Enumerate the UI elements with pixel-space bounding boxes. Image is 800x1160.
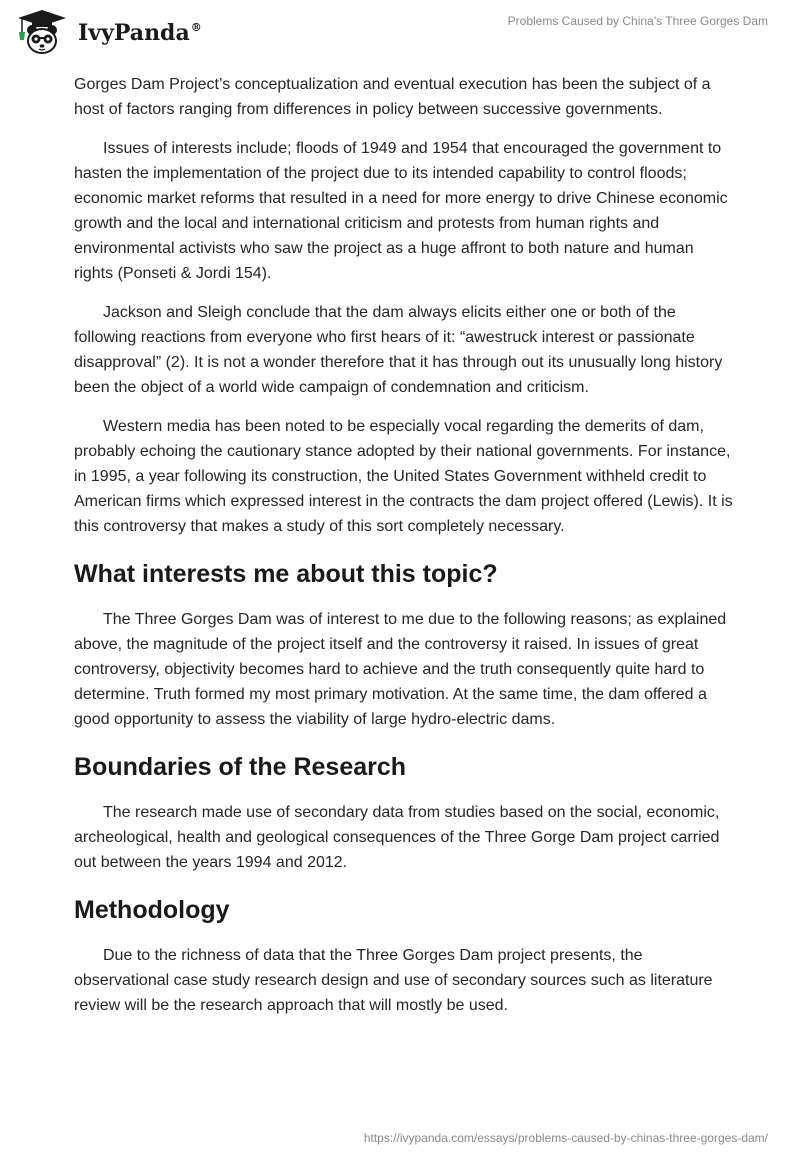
heading-methodology: Methodology (74, 896, 230, 924)
paragraph-2: Issues of interests include; floods of 1949 and 1954 that encouraged the government to hasten the implementation of the project due to its intended capability to control floods; economic market reforms that resulted in a need for more energy to drive Chinese economic growth and the local and international criticism and protests from human rights and environmental activists who saw the project as a huge affront to both nature and human rights (Ponseti & Jordi 154). (74, 140, 728, 282)
paragraph-7: Due to the richness of data that the Three Gorges Dam project presents, the observational case study research design and use of secondary sources such as literature review will be the research approach that will mostly be used. (74, 947, 713, 1014)
paragraph-5: The Three Gorges Dam was of interest to me due to the following reasons; as explained above, the magnitude of the project itself and the controversy it raised. In issues of great controversy, objectivity becomes hard to achieve and the truth consequently quite hard to determine. Truth formed my most primary motivation. At the same time, the dam offered a good opportunity to assess the viability of large hydro-electric dams. (74, 611, 727, 728)
document-title: Problems Caused by China’s Three Gorges Dam (507, 14, 768, 28)
ivypanda-logo[interactable] (14, 8, 202, 56)
paragraph-3: Jackson and Sleigh conclude that the dam always elicits either one or both of the following reactions from everyone who first hears of it: “awestruck interest or passionate disapproval” (2). It is not a wonder therefore that it has through out its unusually long history been the object of a world wide campaign of condemnation and criticism. (74, 304, 723, 396)
essay-content (74, 72, 734, 1032)
paragraph-1: Gorges Dam Project’s conceptualization and eventual execution has been the subject of a host of factors ranging from differences in policy between successive governments. (74, 76, 711, 118)
source-url[interactable]: https://ivypanda.com/essays/problems-caused-by-chinas-three-gorges-dam/ (363, 1131, 768, 1145)
heading-boundaries: Boundaries of the Research (74, 753, 407, 781)
heading-interests: What interests me about this topic? (74, 560, 498, 588)
page-header (0, 0, 800, 64)
paragraph-4: Western media has been noted to be especially vocal regarding the demerits of dam, probably echoing the cautionary stance adopted by their national governments. For instance, in 1995, a year following its construction, the United States Government withheld credit to American firms which expressed interest in the contracts the dam project offered (Lewis). It is this controversy that makes a study of this sort completely necessary. (74, 418, 733, 535)
registered-mark: ® (190, 21, 202, 34)
panda-graduate-icon (14, 8, 70, 56)
paragraph-6: The research made use of secondary data from studies based on the social, economic, archeological, health and geological consequences of the Three Gorge Dam project carried out between the years 1994 and 2012. (74, 804, 720, 871)
brand-name: IvyPanda® (78, 20, 202, 46)
